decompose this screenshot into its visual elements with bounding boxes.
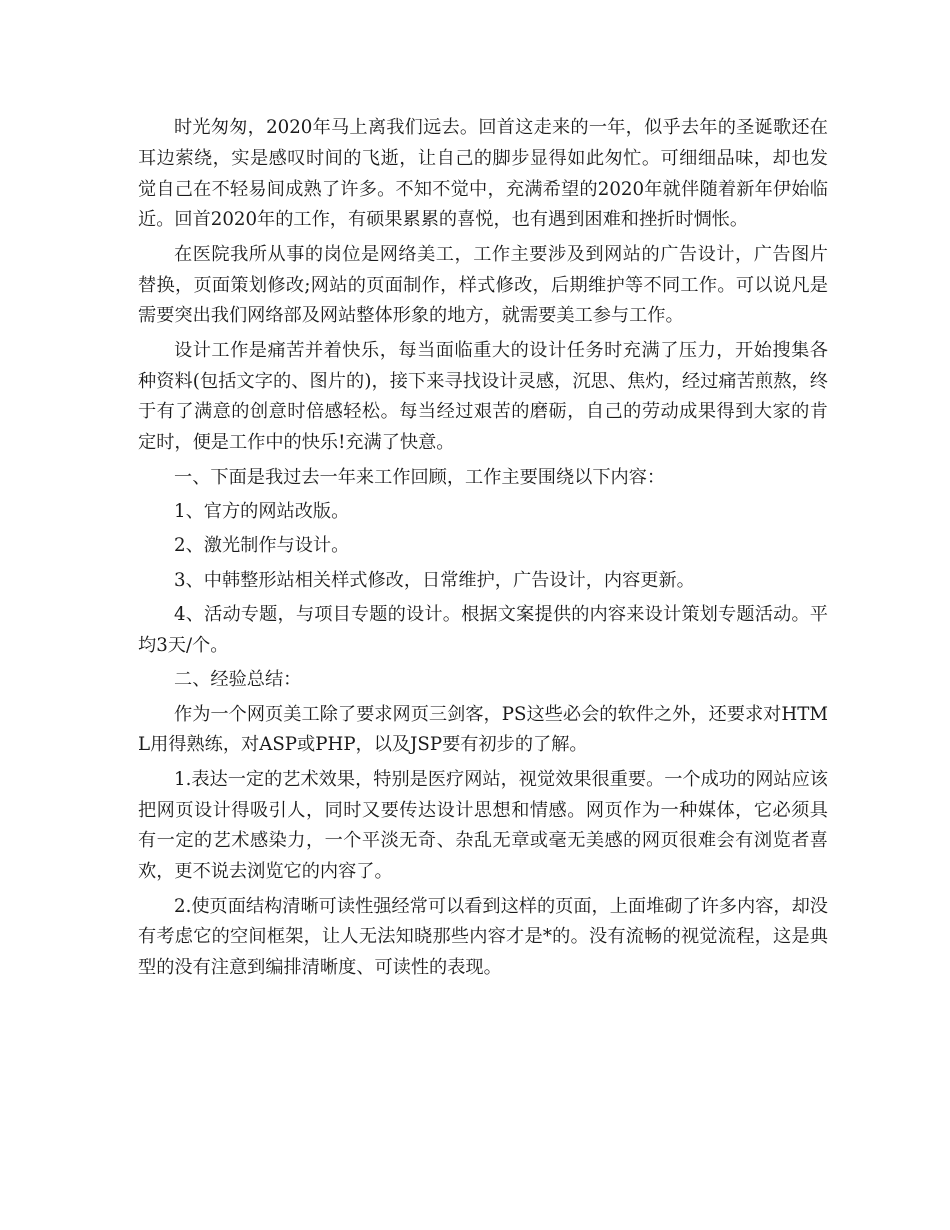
paragraph-job-role: 在医院我所从事的岗位是网络美工，工作主要涉及到网站的广告设计，广告图片替换，页面策划修改;网站的页面制作，样式修改，后期维护等不同工作。可以说凡是需要突出我们网络部及网站整体形象的地方，就需要美工参与工作。 [138,243,828,327]
list-item: 4、活动专题，与项目专题的设计。根据文案提供的内容来设计策划专题活动。平均3天/个。 [138,604,828,656]
document-body [138,113,828,988]
paragraph-point-1: 1.表达一定的艺术效果，特别是医疗网站，视觉效果很重要。一个成功的网站应该把网页设计得吸引人，同时又要传达设计思想和情感。网页作为一种媒体，它必须具有一定的艺术感染力，一个平淡无奇、杂乱无章或毫无美感的网页很难会有浏览者喜欢，更不说去浏览它的内容了。 [138,768,828,883]
list-item: 3、中韩整形站相关样式修改，日常维护，广告设计，内容更新。 [174,569,695,591]
paragraph-intro: 时光匆匆，2020年马上离我们远去。回首这走来的一年，似乎去年的圣诞歌还在耳边萦绕，实是感叹时间的飞逝，让自己的脚步显得如此匆忙。可细细品味，却也发觉自己在不轻易间成熟了许多。不知不觉中，充满希望的2020年就伴随着新年伊始临近。回首2020年的工作，有硕果累累的喜悦，也有遇到困难和挫折时惆怅。 [138,117,828,231]
section-heading-summary: 二、经验总结： [174,669,302,691]
paragraph-design-work: 设计工作是痛苦并着快乐，每当面临重大的设计任务时充满了压力，开始搜集各种资料(包括文字的、图片的)，接下来寻找设计灵感，沉思、焦灼，经过痛苦煎熬，终于有了满意的创意时倍感轻松。每当经过艰苦的磨砺，自己的劳动成果得到大家的肯定时，便是工作中的快乐!充满了快意。 [138,339,828,454]
paragraph-skills: 作为一个网页美工除了要求网页三剑客，PS这些必会的软件之外，还要求对HTML用得熟练，对ASP或PHP，以及JSP要有初步的了解。 [138,703,828,756]
paragraph-point-2: 2.使页面结构清晰可读性强经常可以看到这样的页面，上面堆砌了许多内容，却没有考虑它的空间框架，让人无法知晓那些内容才是*的。没有流畅的视觉流程，这是典型的没有注意到编排清晰度、可读性的表现。 [138,895,828,979]
list-item: 2、激光制作与设计。 [174,535,350,557]
list-item: 1、官方的网站改版。 [174,500,350,522]
section-heading-review: 一、下面是我过去一年来工作回顾，工作主要围绕以下内容： [174,466,666,488]
